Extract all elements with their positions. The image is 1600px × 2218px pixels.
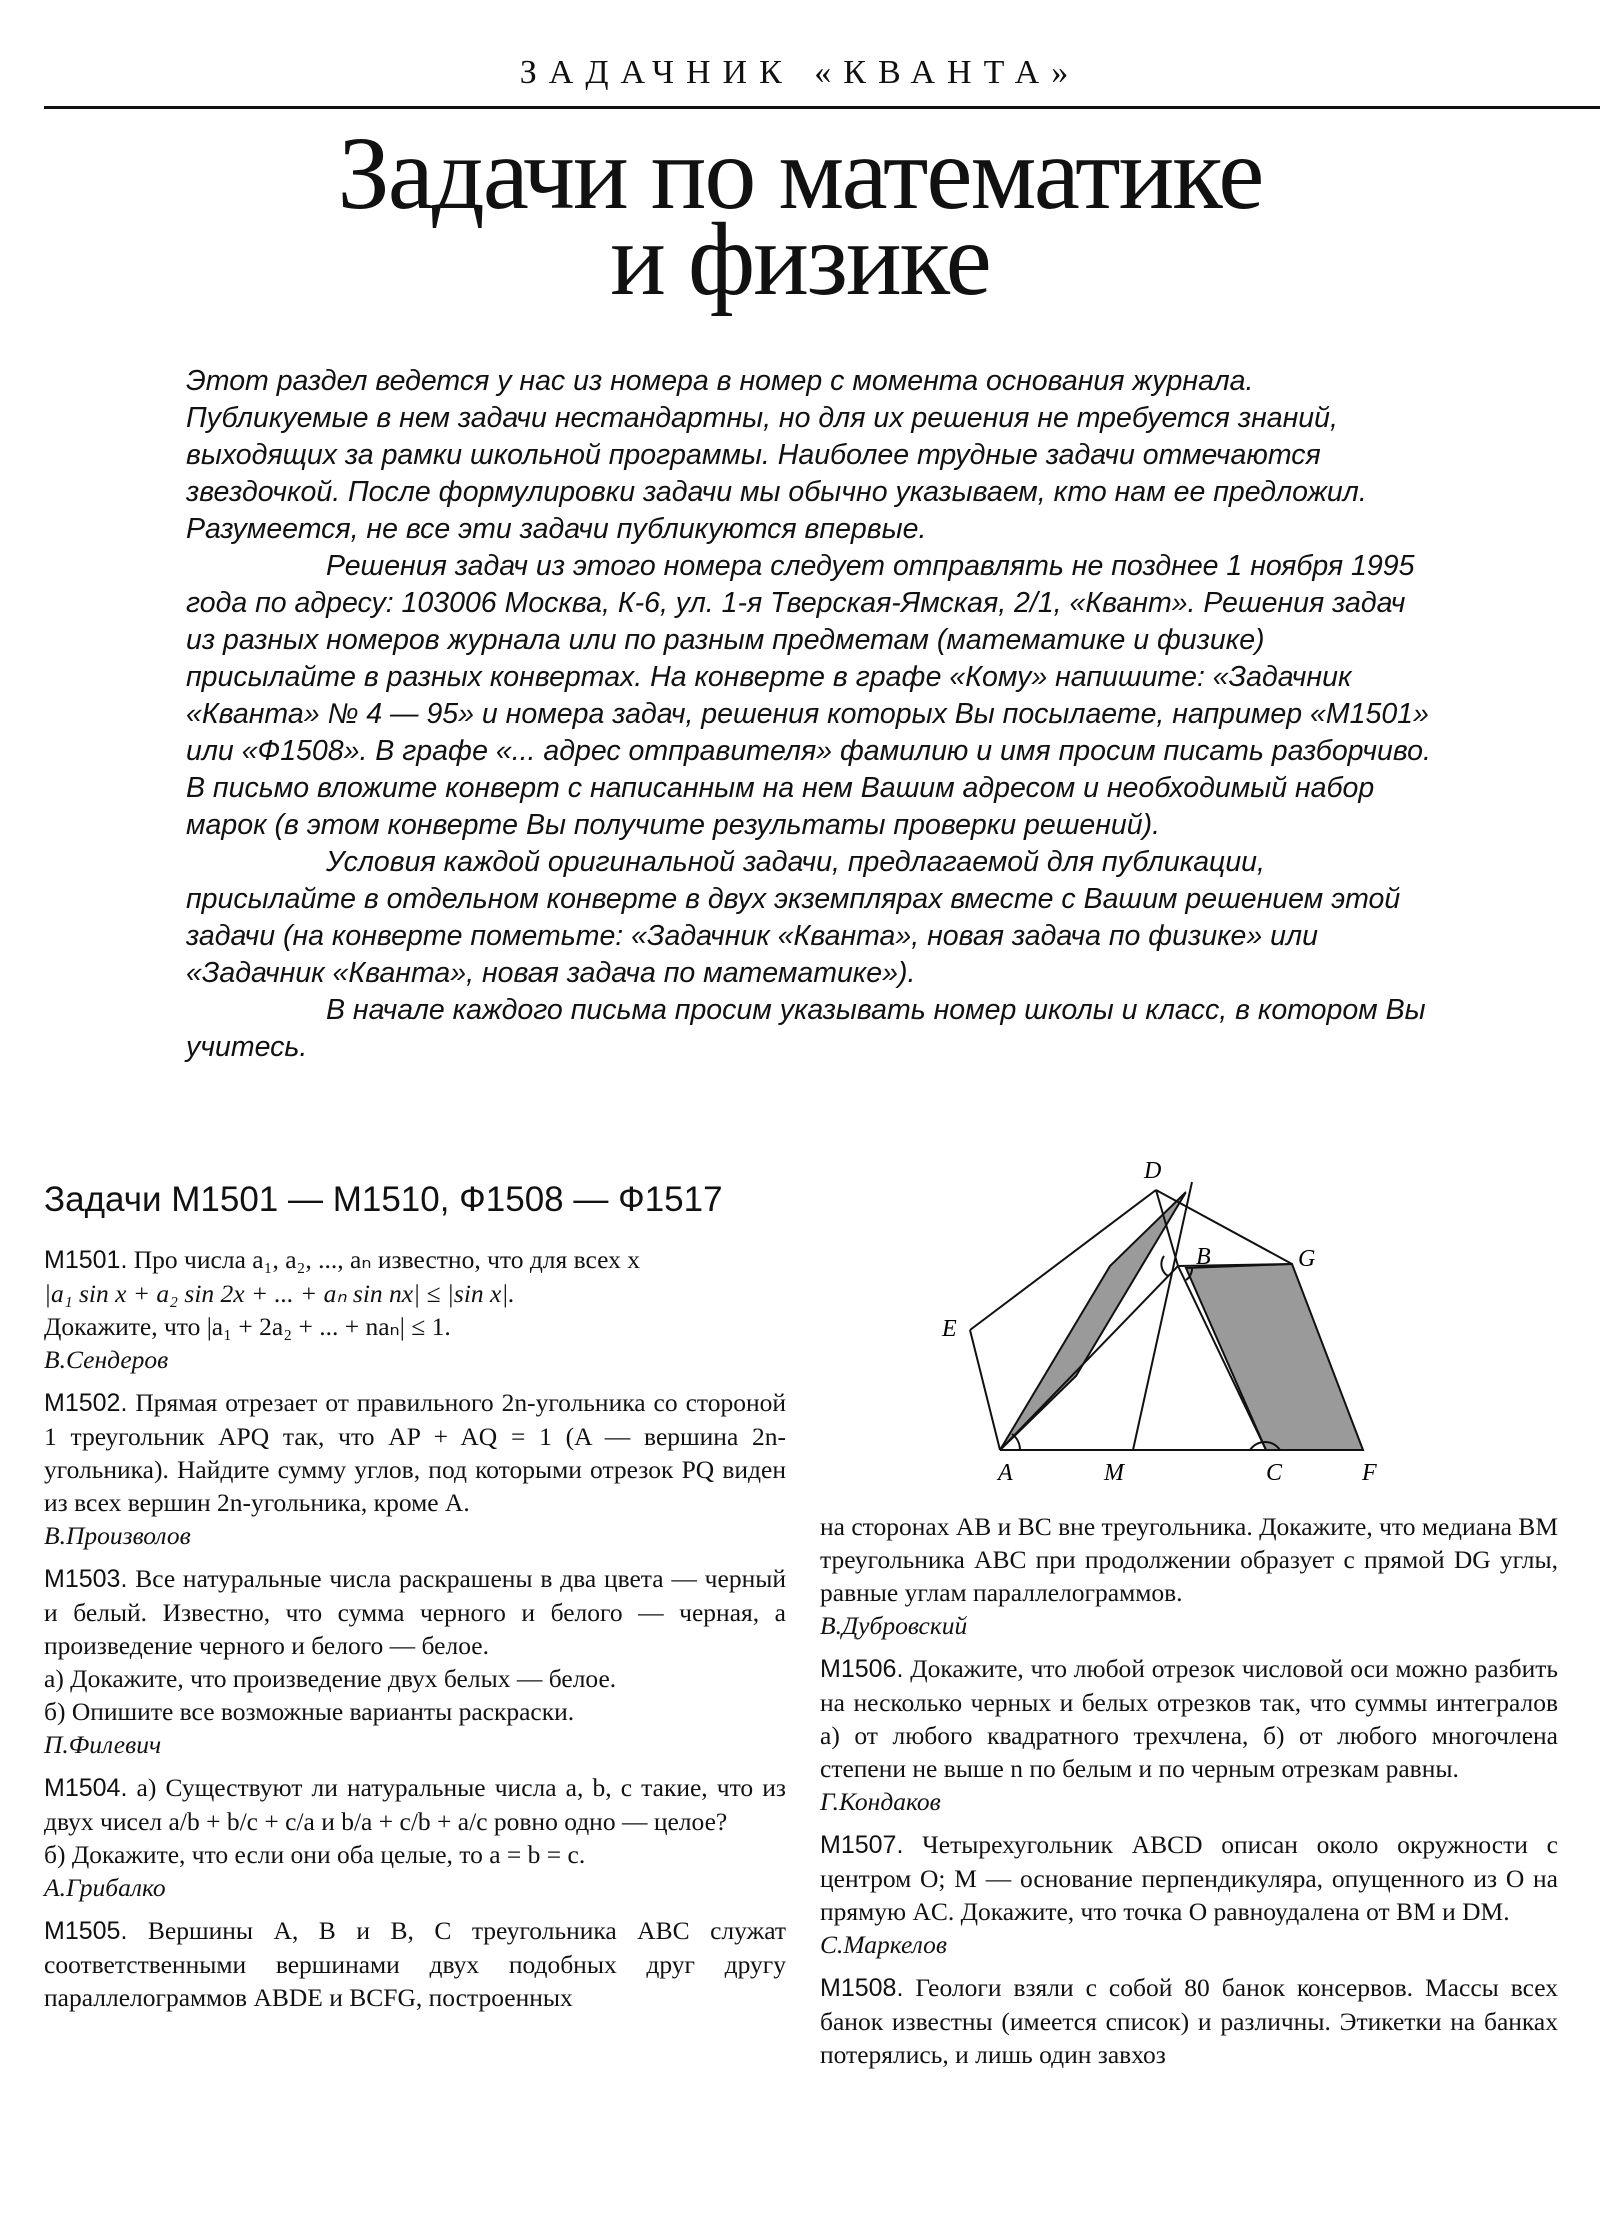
label-g: G: [1298, 1246, 1316, 1272]
segment-ba: [1000, 1266, 1178, 1450]
problem-m1505-continued: [820, 1510, 1558, 1642]
problem-m1505: [44, 1914, 786, 2014]
problem-text: Геологи взяли с собой 80 банок консервов. Массы всех банок известны (имеется список) и различны. Этикетки на банках потерялись, и лишь один завхоз: [820, 1973, 1558, 2069]
problem-m1504: [44, 1771, 786, 1904]
problems-heading: Задачи М1501 — М1510, Ф1508 — Ф1517: [44, 1180, 723, 1219]
problem-text: Докажите, что любой отрезок числовой оси можно разбить на несколько черных и белых отрезков так, что суммы интегралов а) от любого квадратного трехчлена, б) от любого многочлена степени не выше n по белым и по черным отрезкам равны.: [820, 1654, 1559, 1783]
problem-m1506: [820, 1652, 1558, 1818]
problem-id: М1503.: [44, 1565, 128, 1593]
angle-mark-b: [1161, 1256, 1168, 1276]
problem-m1501: [44, 1243, 786, 1376]
problem-id: М1506.: [820, 1655, 904, 1683]
problem-author: Г.Кондаков: [820, 1787, 941, 1816]
segment-ae: [970, 1330, 1000, 1450]
label-a: A: [998, 1460, 1013, 1486]
problem-text: Все натуральные числа раскрашены в два цвета — черный и белый. Известно, что сумма черного и белого — черная, а произведение черного и белого — белое.: [44, 1564, 786, 1660]
problem-text: а) Существуют ли натуральные числа a, b, c такие, что из двух чисел a/b + b/c + c/a и b/a + c/b + a/c ровно одно — целое?: [44, 1773, 787, 1836]
intro-paragraph-1: Этот раздел ведется у нас из номера в номер с момента основания журнала. Публикуемые в нем задачи нестандартны, но для их решения не требуется знаний, выходящих за рамки школьной программы. Наиболее трудные задачи отмечаются звездочкой. После формулировки задачи мы обычно указываем, кто нам ее предложил. Разумеется, не все эти задачи публикуются впервые.: [186, 365, 1367, 545]
problem-m1502: [44, 1386, 786, 1552]
geometry-figure: [942, 1158, 1420, 1486]
problem-id: М1504.: [44, 1774, 128, 1802]
problem-text: Четырехугольник ABCD описан около окружности с центром O; M — основание перпендикуляра, опущенного из O на прямую AC. Докажите, что точка O равноудалена от BM и DM.: [820, 1830, 1559, 1926]
problem-text: Прямая отрезает от правильного 2n-угольника со стороной 1 треугольник APQ так, что AP + AQ = 1 (A — вершина 2n-угольника). Найдите сумму углов, под которыми отрезок PQ виден из всех вершин 2n-угольника, кроме A.: [44, 1388, 786, 1517]
parallelograms-diagram: [942, 1158, 1420, 1486]
problem-author: В.Дубровский: [820, 1611, 968, 1640]
problem-id: М1508.: [820, 1974, 904, 2002]
problem-formula: |a₁ sin x + a₂ sin 2x + ... + aₙ sin nx| ≤ |sin x|.: [44, 1279, 515, 1308]
problem-text: Про числа a₁, a₂, ..., aₙ известно, что для всех x: [133, 1245, 641, 1274]
page-title-line2: и физике: [610, 202, 990, 317]
label-c: C: [1266, 1460, 1283, 1486]
intro-paragraph-2: Решения задач из этого номера следует отправлять не позднее 1 ноября 1995 года по адресу: 103006 Москва, К-6, ул. 1-я Тверская-Ямская, 2/1, «Квант». Решения задач из разных номеров журнала или по разным предметам (математике и физике) присылайте в разных конвертах. На конверте в графе «Кому» напишите: «Задачник «Кванта» № 4 — 95» и номера задач, решения которых Вы посылаете, например «М1501» или «Ф1508». В графе «... адрес отправителя» фамилию и имя просим писать разборчиво. В письмо вложите конверт с написанным на нем Вашим адресом и необходимый набор марок (в этом конверте Вы получите результаты проверки решений).: [186, 550, 1431, 841]
problem-part-a: а) Докажите, что произведение двух белых — белое.: [44, 1664, 617, 1693]
label-f: F: [1362, 1460, 1377, 1486]
intro-paragraph-4: В начале каждого письма просим указывать номер школы и класс, в котором Вы учитесь.: [186, 994, 1426, 1063]
intro-text: [186, 363, 1436, 1066]
problem-id: М1501.: [44, 1246, 128, 1274]
problem-id: М1507.: [820, 1831, 904, 1859]
problem-text: Вершины A, B и B, C треугольника ABC служат соответственными вершинами двух подобных друг другу параллелограммов ABDE и BCFG, построенных: [44, 1916, 786, 2012]
problem-author: П.Филевич: [44, 1730, 162, 1759]
right-column: [820, 1510, 1558, 2081]
problem-part-b: б) Опишите все возможные варианты раскраски.: [44, 1697, 575, 1726]
section-label: ЗАДАЧНИК «КВАНТА»: [519, 54, 1081, 91]
parallelogram-abde: [1000, 1192, 1186, 1450]
problem-m1507: [820, 1828, 1558, 1961]
header-divider: [44, 106, 1600, 109]
problem-text-continued: на сторонах AB и BC вне треугольника. Докажите, что медиана BM треугольника ABC при продолжении образует с прямой DG углы, равные углам параллелограммов.: [820, 1512, 1558, 1607]
problem-m1503: [44, 1562, 786, 1761]
label-m: M: [1104, 1460, 1124, 1486]
problem-author: А.Грибалко: [44, 1873, 166, 1902]
label-d: D: [1144, 1158, 1162, 1184]
problem-author: В.Сендеров: [44, 1345, 169, 1374]
label-e: E: [942, 1316, 957, 1342]
problem-text-2: Докажите, что |a₁ + 2a₂ + ... + naₙ| ≤ 1.: [44, 1312, 451, 1341]
label-b: B: [1196, 1244, 1211, 1270]
problem-author: С.Маркелов: [820, 1930, 947, 1959]
problem-id: М1502.: [44, 1389, 128, 1417]
problem-part-b: б) Докажите, что если они оба целые, то a = b = c.: [44, 1840, 586, 1869]
problem-m1508: [820, 1971, 1558, 2071]
problem-id: М1505.: [44, 1917, 128, 1945]
problem-author: В.Произволов: [44, 1521, 191, 1550]
left-column: [44, 1243, 786, 2024]
page-title-line1: Задачи по математике: [337, 116, 1263, 231]
intro-paragraph-3: Условия каждой оригинальной задачи, предлагаемой для публикации, присылайте в отдельном конверте в двух экземплярах вместе с Вашим решением этой задачи (на конверте пометьте: «Задачник «Кванта», новая задача по физике» или «Задачник «Кванта», новая задача по математике»).: [186, 846, 1401, 989]
parallelogram-bcfg-shaded: [1186, 1264, 1363, 1450]
